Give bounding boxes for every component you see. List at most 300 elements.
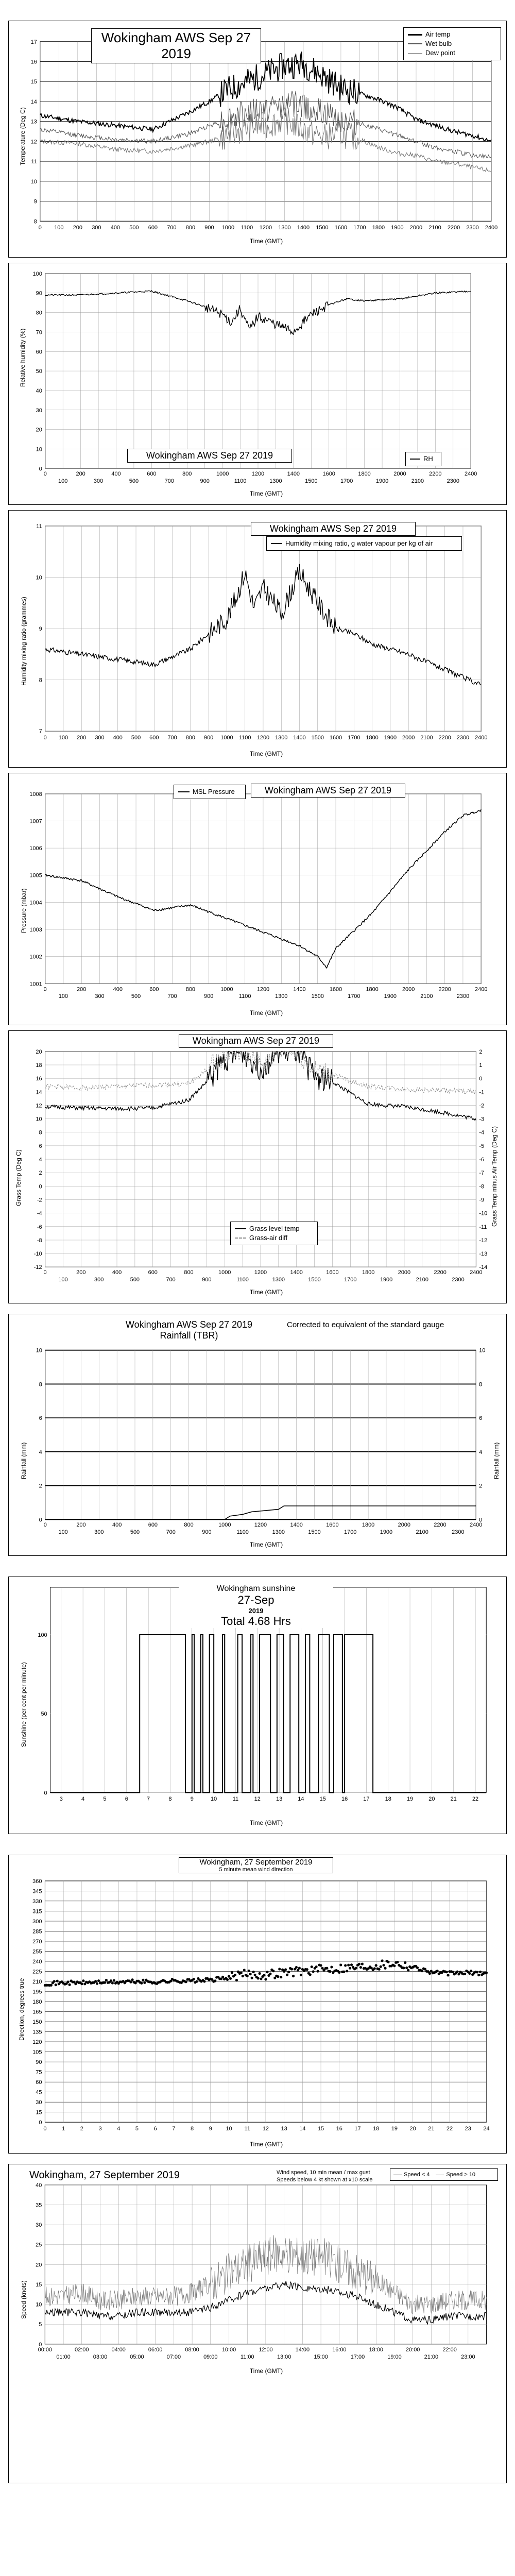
direction-point [290,1968,293,1970]
direction-point [278,1968,281,1970]
y-tick-label: 12 [30,139,37,145]
y-tick-label: 75 [36,2069,42,2076]
direction-point [404,1961,406,1964]
x-tick-label: 1800 [358,471,371,478]
y2-tick-label: -11 [479,1224,487,1230]
y2-tick-label: -12 [479,1237,488,1244]
x-tick-label: 0 [43,2126,47,2132]
x-tick-label: 2000 [398,1269,411,1276]
y-tick-label: 1008 [29,791,42,798]
y-tick-label: 20 [36,2262,42,2268]
direction-point [470,1970,472,1972]
legend-speed-lt-4: Speed < 4 [404,2172,430,2178]
y-tick-label: 15 [30,79,37,86]
direction-point [252,1971,255,1973]
x-tick-label: 1300 [275,993,288,1000]
y-tick-label: 4 [39,1449,42,1455]
x-tick-label: 0 [43,471,47,478]
x-tick-label: 500 [131,735,141,741]
x-tick-label: 18:00 [369,2346,383,2353]
direction-point [234,1974,236,1976]
x-tick-label: 7 [172,2126,176,2132]
direction-point [317,1970,319,1973]
direction-point [258,1972,261,1975]
direction-point [246,1975,249,1977]
grass-temp-chart-title: Wokingham AWS Sep 27 2019 [179,1034,333,1048]
y-tick-label: 50 [36,368,42,375]
y-tick-label: 40 [36,387,42,394]
direction-point [56,1980,59,1982]
x-tick-label: 1600 [329,986,342,993]
pressure-chart-panel [8,773,507,1025]
direction-point [387,1961,389,1963]
x-tick-label: 2200 [429,471,442,478]
x-tick-label: 1600 [329,735,342,741]
x-tick-label: 1700 [348,993,360,1000]
x-tick-label: 1900 [380,1529,393,1536]
grass-temp-y-label: Grass Temp (Deg C) [15,1149,22,1206]
mixing-ratio-x-label: Time (GMT) [249,750,283,757]
rainfall-chart-subtitle: Rainfall (TBR) [160,1330,218,1341]
y-tick-label: 1007 [29,818,42,825]
x-tick-label: 08:00 [185,2346,199,2353]
y-tick-label: 14 [30,98,37,105]
x-tick-label: 2400 [470,1522,483,1529]
y-tick-label: 8 [39,1129,42,1136]
x-tick-label: 18 [373,2126,380,2132]
x-tick-label: 100 [58,1277,68,1283]
x-tick-label: 100 [58,1529,68,1536]
x-tick-label: 3 [59,1796,63,1803]
direction-point [325,1967,328,1970]
y-tick-label: 5 [39,2321,42,2328]
x-tick-label: 2100 [416,1529,428,1536]
y2-tick-label: 2 [479,1483,483,1489]
x-tick-label: 1300 [272,1529,285,1536]
y-tick-label: 8 [33,218,37,225]
y-tick-label: 225 [32,1969,42,1975]
x-tick-label: 600 [148,1522,158,1529]
x-tick-label: 1900 [375,478,389,485]
direction-point [203,1980,205,1982]
y-tick-label: 165 [32,2009,42,2015]
x-tick-label: 900 [204,225,214,231]
y-tick-label: 1002 [29,954,42,960]
x-tick-label: 22 [472,1796,479,1803]
x-tick-label: 19:00 [387,2353,402,2360]
x-tick-label: 300 [94,1529,104,1536]
x-tick-label: 2 [80,2126,83,2132]
x-tick-label: 03:00 [93,2353,108,2360]
y-tick-label: 345 [32,1888,42,1895]
y2-tick-label: -3 [479,1116,485,1123]
x-tick-label: 1600 [322,471,335,478]
mixing-ratio-chart-panel [8,510,507,768]
x-tick-label: 1400 [293,735,306,741]
direction-point [251,1977,253,1979]
x-tick-label: 1400 [287,471,300,478]
x-tick-label: 1100 [236,1277,249,1283]
y-tick-label: 8 [39,1381,42,1388]
wind-direction-chart-subtitle: 5 minute mean wind direction [219,1867,293,1873]
y2-tick-label: 1 [479,1062,483,1069]
x-tick-label: 300 [93,478,104,485]
direction-point [338,1971,340,1974]
sunshine-title-box [179,1584,333,1628]
x-tick-label: 2100 [420,735,433,741]
y-tick-label: 6 [39,1143,42,1149]
y-tick-label: 150 [32,2019,42,2026]
y-tick-label: 80 [36,310,42,316]
x-tick-label: 1200 [254,1522,267,1529]
x-tick-label: 1500 [311,735,324,741]
direction-point [263,1974,265,1976]
y-tick-label: 10 [30,178,37,185]
direction-point [347,1964,350,1967]
y-tick-label: 270 [32,1938,42,1945]
wind-direction-title-box [179,1857,333,1873]
x-tick-label: 400 [111,471,121,478]
wind-direction-chart-svg [9,1855,506,2153]
y2-tick-label: -6 [479,1157,485,1163]
direction-point [295,1966,298,1969]
direction-point [468,1972,471,1975]
legend-wet-bulb: Wet bulb [425,40,452,47]
x-tick-label: 22 [446,2126,453,2132]
y-tick-label: 315 [32,1908,42,1915]
y-tick-label: 30 [36,2222,42,2229]
x-tick-label: 2100 [416,1277,428,1283]
direction-point [342,1971,345,1973]
x-tick-label: 1500 [305,478,318,485]
direction-point [195,1980,198,1982]
x-tick-label: 2300 [456,993,470,1000]
x-tick-label: 0 [43,986,47,993]
direction-point [231,1971,233,1974]
humidity-x-label: Time (GMT) [249,490,283,497]
y-tick-label: 15 [36,2281,42,2288]
direction-point [235,1979,238,1981]
temperature-chart-title: Wokingham AWS Sep 27 2019 [91,28,261,63]
y-tick-label: 0 [39,2120,42,2126]
x-tick-label: 700 [167,225,177,231]
x-tick-label: 700 [167,993,177,1000]
direction-point [384,1967,386,1970]
humidity-legend [405,452,441,466]
x-tick-label: 800 [185,735,195,741]
y-tick-label: 20 [36,1048,42,1055]
x-tick-label: 1200 [256,986,270,993]
direction-point [66,1980,69,1983]
x-tick-label: 500 [129,225,139,231]
x-tick-label: 2200 [434,1522,447,1529]
direction-point [312,1970,315,1973]
pressure-chart-svg [9,773,506,1025]
x-tick-label: 6 [125,1796,128,1803]
x-tick-label: 13 [281,2126,287,2132]
x-tick-label: 10 [226,2126,232,2132]
wind-speed-chart-panel [8,2164,507,2483]
wind-direction-chart-panel [8,1855,507,2154]
y-tick-label: 50 [41,1711,47,1718]
x-tick-label: 900 [202,1277,212,1283]
direction-point [416,1967,419,1969]
y2-tick-label: 2 [479,1048,483,1055]
y-tick-label: 90 [36,290,42,297]
direction-point [68,1984,71,1986]
x-tick-label: 300 [95,993,105,1000]
temperature-x-label: Time (GMT) [249,238,283,245]
mixing-ratio-y-label: Humidity mixing ratio (grammes) [20,597,27,686]
x-tick-label: 1400 [290,1269,303,1276]
y-tick-label: 1003 [29,927,42,934]
x-tick-label: 2200 [447,225,460,231]
x-tick-label: 1700 [348,735,360,741]
y-tick-label: 100 [32,270,42,277]
direction-point [349,1967,351,1970]
y-tick-label: 70 [36,329,42,336]
humidity-chart-title: Wokingham AWS Sep 27 2019 [127,449,292,463]
y-tick-label: 300 [32,1918,42,1925]
x-tick-label: 800 [184,1522,194,1529]
x-tick-label: 400 [112,1522,122,1529]
x-tick-label: 6 [153,2126,157,2132]
direction-point [476,1971,478,1973]
direction-point [477,1974,480,1976]
x-tick-label: 00:00 [38,2346,53,2353]
rainfall-y2-label: Rainfall (mm) [493,1442,500,1479]
direction-point [359,1966,362,1969]
x-tick-label: 02:00 [75,2346,89,2353]
direction-point [436,1970,439,1972]
mixing-ratio-chart-title: Wokingham AWS Sep 27 2019 [251,522,416,536]
y2-tick-label: -10 [479,1210,488,1217]
y-tick-label: -10 [33,1251,42,1258]
y-tick-label: 1001 [29,981,42,988]
x-tick-label: 1400 [290,1522,303,1529]
direction-point [193,1978,195,1980]
x-tick-label: 06:00 [148,2346,163,2353]
y2-tick-label: -1 [479,1089,485,1096]
x-tick-label: 13 [276,1796,283,1803]
x-tick-label: 8 [191,2126,194,2132]
x-tick-label: 2400 [475,735,488,741]
direction-point [280,1976,282,1978]
x-tick-label: 16:00 [332,2346,347,2353]
direction-point [104,1981,106,1984]
direction-point [266,1971,268,1973]
x-tick-label: 700 [166,1277,176,1283]
y2-tick-label: -5 [479,1143,485,1149]
wind-speed-chart-svg [9,2164,506,2483]
x-tick-label: 1300 [272,1277,285,1283]
legend-air-temp: Air temp [425,30,451,38]
x-tick-label: 1800 [366,986,379,993]
y-tick-label: 240 [32,1958,42,1965]
y-tick-label: 16 [36,1076,42,1082]
wind-speed-chart-subtitle: Wind speed, 10 min mean / max gust [277,2170,370,2176]
x-tick-label: 400 [113,986,123,993]
x-tick-label: 22:00 [442,2346,457,2353]
direction-point [381,1959,383,1962]
x-tick-label: 200 [77,986,87,993]
y2-tick-label: -4 [479,1129,485,1136]
direction-point [243,1969,246,1971]
x-tick-label: 1800 [372,225,385,231]
rainfall-chart-title: Wokingham AWS Sep 27 2019 [125,1319,253,1330]
x-tick-label: 1600 [334,225,348,231]
direction-point [428,1972,431,1975]
y-tick-label: -8 [37,1237,42,1244]
y2-tick-label: -8 [479,1183,485,1190]
direction-point [393,1964,396,1967]
x-tick-label: 1000 [220,986,233,993]
x-tick-label: 2000 [402,735,415,741]
x-tick-label: 21 [450,1796,457,1803]
rainfall-correction-note: Corrected to equivalent of the standard gauge [287,1320,444,1329]
wind-speed-legend [390,2168,498,2181]
direction-point [485,1972,488,1974]
temperature-legend [403,27,501,60]
x-tick-label: 2400 [465,471,477,478]
direction-point [298,1967,301,1970]
y2-tick-label: 4 [479,1449,483,1455]
x-tick-label: 10 [211,1796,217,1803]
direction-point [315,1965,318,1968]
direction-point [378,1968,381,1971]
x-tick-label: 1700 [344,1277,357,1283]
x-tick-label: 600 [147,471,157,478]
x-tick-label: 3 [98,2126,102,2132]
legend-mixing-ratio: Humidity mixing ratio, g water vapour per kg of air [285,539,433,547]
direction-point [257,1977,260,1979]
y-tick-label: 18 [36,1062,42,1069]
y-tick-label: 285 [32,1928,42,1935]
x-tick-label: 1900 [380,1277,393,1283]
direction-point [309,1973,312,1976]
x-tick-label: 1500 [311,993,324,1000]
direction-point [396,1961,399,1963]
x-tick-label: 600 [149,986,159,993]
direction-point [143,1981,146,1984]
direction-point [240,1972,243,1974]
direction-point [221,1976,224,1978]
x-tick-label: 0 [43,1269,47,1276]
x-tick-label: 1700 [340,478,353,485]
direction-point [140,1982,143,1985]
y-tick-label: 12 [36,1103,42,1109]
x-tick-label: 1800 [362,1269,375,1276]
wind-direction-x-label: Time (GMT) [249,2141,283,2148]
legend-grass-air-diff: Grass-air diff [249,1234,288,1242]
x-tick-label: 16 [336,2126,342,2132]
x-tick-label: 1100 [234,478,247,485]
pressure-legend [174,785,246,799]
x-tick-label: 1200 [259,225,272,231]
direction-point [111,1981,114,1984]
x-tick-label: 11 [244,2126,250,2132]
direction-point [451,1971,454,1973]
direction-point [300,1974,302,1976]
x-tick-label: 2200 [434,1269,447,1276]
x-tick-label: 23 [465,2126,471,2132]
x-tick-label: 1800 [362,1522,375,1529]
x-tick-label: 1600 [326,1522,339,1529]
x-tick-label: 0 [43,735,47,741]
x-tick-label: 300 [92,225,101,231]
x-tick-label: 24 [483,2126,490,2132]
x-tick-label: 1000 [216,471,229,478]
y-tick-label: 13 [30,118,37,125]
x-tick-label: 1100 [236,1529,249,1536]
x-tick-label: 800 [185,986,195,993]
sunshine-total: Total 4.68 Hrs [221,1615,291,1628]
direction-point [277,1975,279,1978]
direction-point [214,1979,216,1982]
direction-point [339,1963,342,1966]
direction-point [346,1970,348,1972]
direction-point [329,1970,331,1973]
direction-point [306,1968,308,1971]
y-tick-label: 17 [30,39,37,45]
x-tick-label: 4 [81,1796,85,1803]
x-tick-label: 400 [112,1269,122,1276]
direction-point [248,1970,250,1972]
x-tick-label: 1700 [344,1529,357,1536]
x-tick-label: 2400 [470,1269,483,1276]
y-tick-label: 60 [36,2079,42,2086]
humidity-chart-svg [9,263,506,504]
y-tick-label: 40 [36,2182,42,2189]
x-tick-label: 1100 [241,225,253,231]
x-tick-label: 800 [185,225,196,231]
y-tick-label: 9 [39,626,42,633]
x-tick-label: 04:00 [111,2346,126,2353]
x-tick-label: 500 [131,993,141,1000]
x-tick-label: 7 [147,1796,150,1803]
x-tick-label: 1000 [218,1522,231,1529]
x-tick-label: 1500 [308,1529,321,1536]
x-tick-label: 5 [135,2126,139,2132]
x-tick-label: 21 [428,2126,435,2132]
x-tick-label: 200 [76,1269,86,1276]
x-tick-label: 21:00 [424,2353,439,2360]
x-tick-label: 2000 [402,986,415,993]
x-tick-label: 4 [117,2126,121,2132]
x-tick-label: 2000 [398,1522,410,1529]
y-tick-label: 0 [39,2341,42,2348]
x-tick-label: 900 [200,478,210,485]
y-tick-label: 1005 [29,872,42,879]
y-tick-label: 25 [36,2242,42,2248]
grass-temp-x-label: Time (GMT) [249,1289,283,1296]
x-tick-label: 1200 [251,471,265,478]
x-tick-label: 300 [94,1277,104,1283]
sunshine-chart-panel [8,1577,507,1834]
x-tick-label: 12:00 [259,2346,273,2353]
humidity-chart-panel [8,263,507,505]
y2-tick-label: 6 [479,1415,483,1422]
x-tick-label: 15 [319,1796,326,1803]
x-tick-label: 800 [184,1269,194,1276]
y-tick-label: 100 [38,1632,47,1638]
x-tick-label: 100 [58,735,68,741]
wind-speed-x-label: Time (GMT) [249,2367,283,2375]
x-tick-label: 2300 [452,1277,465,1283]
sunshine-x-label: Time (GMT) [249,1819,283,1826]
x-tick-label: 400 [113,735,123,741]
y2-tick-label: 0 [479,1076,483,1082]
